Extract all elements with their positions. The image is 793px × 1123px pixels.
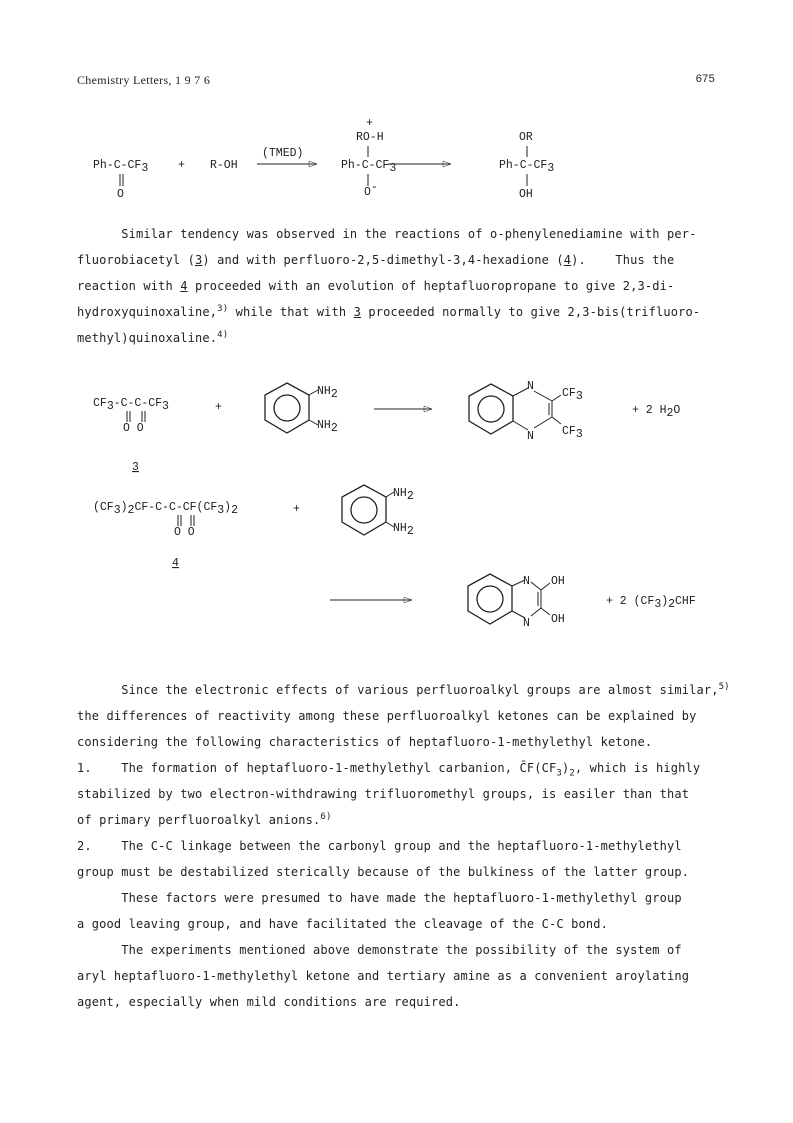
reference-5: 5): [718, 682, 730, 692]
scheme2a-plus: +: [215, 401, 222, 414]
paragraph-1-line-3: reaction with 4 proceeded with an evolution of heptafluoropropane to give 2,3-di-: [77, 279, 675, 293]
amine-nh2-bottom: NH2: [317, 419, 338, 435]
compound-3-label: 3: [132, 461, 139, 474]
scheme1-ketone: Ph-C-CF3: [93, 159, 149, 175]
paragraph-1-line-4: hydroxyquinoxaline,$^{3)}$ while that with 3 proceeded normally to give 2,3-bis(trifluoro-: [77, 304, 701, 319]
dihydroxyquinoxaline-benzo-ring: [468, 574, 512, 624]
benzene-ring-1: [265, 383, 309, 433]
paragraph-2-line-9: These factors were presumed to have made the heptafluoro-1-methylethyl group: [77, 891, 682, 905]
quinoxaline-benzo-ring: [469, 384, 513, 434]
amine-nh2-top: NH2: [317, 385, 338, 401]
dihydroxy-n-top: N: [523, 575, 530, 588]
amine2-nh2-top: NH2: [393, 487, 414, 503]
paragraph-1-line-5: methyl)quinoxaline.$^{4)}$: [77, 330, 229, 345]
paragraph-2-line-5: stabilized by two electron-withdrawing trifluoromethyl groups, is easiler than that: [77, 787, 690, 801]
compound-3-formula: CF3-C-C-CF3: [93, 397, 169, 413]
dihydroxy-n-bottom: N: [523, 617, 530, 630]
compound-4-oxygens: O O: [174, 526, 195, 539]
dihydroxy-oh-bottom: OH: [551, 613, 565, 626]
quinoxaline-cf3-top: CF3: [562, 387, 583, 403]
paragraph-2-line-7: 2. The C-C linkage between the carbonyl group and the heptafluoro-1-methylethyl: [77, 839, 682, 853]
quinoxaline-cf3-bottom: CF3: [562, 425, 583, 441]
paragraph-2-line-4: 1. The formation of heptafluoro-1-methylethyl carbanion, $C̄F(CF_3)_2$, which is highly: [77, 761, 701, 779]
paragraph-1-line-2: fluorobiacetyl (3) and with perfluoro-2,5-dimethyl-3,4-hexadione (4). Thus the: [77, 253, 675, 267]
scheme1-product: Ph-C-CF3: [499, 159, 555, 175]
paragraph-2-line-3: considering the following characteristics of heptafluoro-1-methylethyl ketone.: [77, 735, 653, 749]
reference-6: 6): [320, 812, 332, 822]
paragraph-2-line-1: [77, 683, 730, 697]
paragraph-2-line-10: a good leaving group, and have facilitated the cleavage of the C-C bond.: [77, 917, 608, 931]
scheme1-arrow-label: (TMED): [262, 147, 304, 160]
scheme1-intermediate-charge: +: [366, 117, 373, 130]
scheme-1: [93, 117, 554, 201]
dihydroxy-oh-top: OH: [551, 575, 565, 588]
paragraph-2-line-11: The experiments mentioned above demonstrate the possibility of the system of: [77, 943, 682, 957]
quinoxaline-n-bottom: N: [527, 430, 534, 443]
benzene-ring-2: [342, 485, 386, 535]
scheme1-product-top: OR: [519, 131, 533, 144]
paragraph-2-line-8: group must be destabilized sterically because of the bulkiness of the latter group.: [77, 865, 690, 879]
scheme1-product-bottom: OH: [519, 188, 533, 201]
paragraph-2-line-13: agent, especially when mild conditions are required.: [77, 995, 461, 1009]
paragraph-1-line-1: Similar tendency was observed in the reactions of o-phenylenediamine with per-: [77, 227, 697, 241]
paragraph-2-line-12: aryl heptafluoro-1-methylethyl ketone and tertiary amine as a convenient aroylating: [77, 969, 690, 983]
scheme-2a: [93, 380, 680, 474]
paragraph-2-line-6-text: of primary perfluoroalkyl anions.: [77, 813, 321, 827]
scheme1-intermediate-top: RO-H: [356, 131, 384, 144]
scheme1-ketone-oxygen: O: [117, 188, 124, 201]
scheme2b-byproduct: + 2 (CF3)2CHF: [606, 595, 696, 611]
journal-header: Chemistry Letters, 1 9 7 6: [77, 73, 211, 87]
compound-3-oxygens: O O: [123, 422, 144, 435]
amine2-nh2-bottom: NH2: [393, 522, 414, 538]
scheme1-intermediate-bottom: O-: [364, 181, 378, 199]
scheme-2b: [93, 485, 696, 630]
scheme2a-byproduct: + 2 H2O: [632, 404, 681, 420]
scheme1-alcohol: R-OH: [210, 159, 238, 172]
page-number: 675: [695, 73, 715, 85]
compound-4-formula: (CF3)2CF-C-C-CF(CF3)2: [93, 501, 238, 517]
quinoxaline-n-top: N: [527, 380, 534, 393]
paragraph-2-line-2: the differences of reactivity among these perfluoroalkyl ketones can be explained by: [77, 709, 697, 723]
scheme1-intermediate: Ph-C-CF3: [341, 159, 397, 175]
scheme1-plus: +: [178, 159, 185, 172]
paragraph-2-line-6: [77, 813, 332, 827]
compound-4-label: 4: [172, 557, 179, 570]
scheme2b-plus: +: [293, 503, 300, 516]
paragraph-2-line-1-text: Since the electronic effects of various perfluoroalkyl groups are almost similar,: [77, 683, 719, 697]
